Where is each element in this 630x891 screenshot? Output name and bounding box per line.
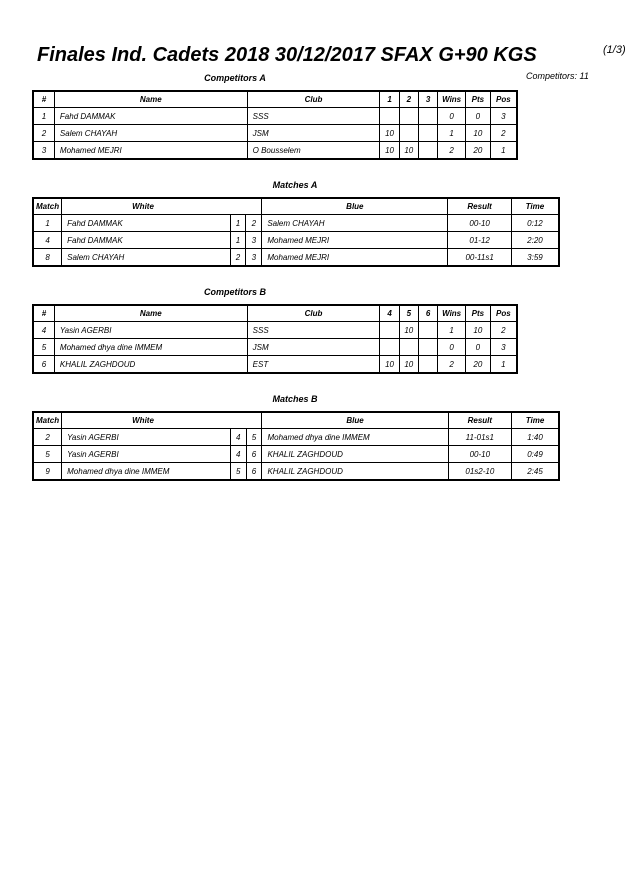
table-header-row <box>33 91 517 108</box>
col-blue: Blue <box>262 412 448 429</box>
match-result: 00-10 <box>448 446 511 463</box>
col-score-3: 3 <box>418 91 437 108</box>
col-club: Club <box>247 305 380 322</box>
white-number: 4 <box>230 429 246 446</box>
position-cell: 2 <box>490 322 517 339</box>
competitor-club: EST <box>247 356 380 374</box>
competitor-number: 2 <box>33 125 54 142</box>
competitor-club: SSS <box>247 108 380 125</box>
score-cell <box>418 322 437 339</box>
blue-number: 6 <box>246 463 262 481</box>
match-result: 00-10 <box>448 215 511 232</box>
competitor-name: Salem CHAYAH <box>54 125 247 142</box>
score-cell: 10 <box>380 356 399 374</box>
match-number: 1 <box>33 215 62 232</box>
white-number: 5 <box>230 463 246 481</box>
match-time: 0:49 <box>512 446 560 463</box>
white-competitor: Salem CHAYAH <box>62 249 230 267</box>
score-cell <box>418 108 437 125</box>
col-match: Match <box>33 198 62 215</box>
wins-cell: 1 <box>438 322 466 339</box>
wins-cell: 0 <box>438 339 466 356</box>
match-number: 8 <box>33 249 62 267</box>
blue-number: 6 <box>246 446 262 463</box>
table-header-row <box>33 305 517 322</box>
competitor-number: 3 <box>33 142 54 160</box>
col-pos: Pos <box>490 305 517 322</box>
wins-cell: 2 <box>438 356 466 374</box>
blue-number: 3 <box>246 232 262 249</box>
table-row <box>33 142 517 160</box>
position-cell: 3 <box>490 108 517 125</box>
white-number: 4 <box>230 446 246 463</box>
blue-number: 3 <box>246 249 262 267</box>
table-row <box>33 215 559 232</box>
table-row <box>33 249 559 267</box>
page-title: Finales Ind. Cadets 2018 30/12/2017 SFAX G+90 KGS <box>37 44 537 66</box>
col-name: Name <box>54 305 247 322</box>
match-number: 5 <box>33 446 62 463</box>
position-cell: 1 <box>490 356 517 374</box>
table-row <box>33 232 559 249</box>
competitors-count: Competitors: 11 <box>526 71 589 81</box>
table-row <box>33 339 517 356</box>
white-competitor: Fahd DAMMAK <box>62 232 230 249</box>
match-time: 3:59 <box>511 249 559 267</box>
white-number: 1 <box>230 215 246 232</box>
competitor-club: JSM <box>247 339 380 356</box>
white-competitor: Yasin AGERBI <box>62 429 231 446</box>
matches-a-title: Matches A <box>272 180 318 190</box>
match-result: 01-12 <box>448 232 511 249</box>
match-result: 01s2-10 <box>448 463 511 481</box>
score-cell <box>380 108 399 125</box>
position-cell: 1 <box>490 142 517 160</box>
blue-competitor: Mohamed dhya dine IMMEM <box>262 429 448 446</box>
competitor-name: KHALIL ZAGHDOUD <box>54 356 247 374</box>
col-num: # <box>33 91 54 108</box>
competitor-club: O Bousselem <box>247 142 380 160</box>
table-row <box>33 356 517 374</box>
blue-number: 5 <box>246 429 262 446</box>
col-pts: Pts <box>466 91 491 108</box>
match-result: 11-01s1 <box>448 429 511 446</box>
score-cell <box>380 339 399 356</box>
col-score-6: 6 <box>418 305 437 322</box>
match-time: 1:40 <box>512 429 560 446</box>
table-row <box>33 322 517 339</box>
col-num: # <box>33 305 54 322</box>
wins-cell: 2 <box>438 142 466 160</box>
competitor-number: 5 <box>33 339 54 356</box>
score-cell <box>399 108 418 125</box>
col-white: White <box>62 412 262 429</box>
table-row <box>33 108 517 125</box>
blue-competitor: Mohamed MEJRI <box>262 249 448 267</box>
col-result: Result <box>448 198 511 215</box>
table-row <box>33 446 559 463</box>
white-competitor: Fahd DAMMAK <box>62 215 230 232</box>
white-number: 2 <box>230 249 246 267</box>
competitor-club: SSS <box>247 322 380 339</box>
col-score-2: 2 <box>399 91 418 108</box>
competitor-name: Mohamed dhya dine IMMEM <box>54 339 247 356</box>
page-number: (1/3) <box>603 44 626 56</box>
competitors-b-title: Competitors B <box>203 287 266 297</box>
competitors-a-table <box>32 90 518 160</box>
col-score-5: 5 <box>399 305 418 322</box>
match-number: 4 <box>33 232 62 249</box>
white-number: 1 <box>230 232 246 249</box>
white-competitor: Mohamed dhya dine IMMEM <box>62 463 231 481</box>
score-cell: 10 <box>380 125 399 142</box>
position-cell: 2 <box>490 125 517 142</box>
col-score-1: 1 <box>380 91 399 108</box>
col-wins: Wins <box>438 91 466 108</box>
score-cell <box>380 322 399 339</box>
col-pos: Pos <box>490 91 517 108</box>
col-result: Result <box>448 412 511 429</box>
match-time: 2:45 <box>512 463 560 481</box>
match-number: 2 <box>33 429 62 446</box>
points-cell: 20 <box>466 142 491 160</box>
blue-competitor: Salem CHAYAH <box>262 215 448 232</box>
match-time: 0:12 <box>511 215 559 232</box>
points-cell: 10 <box>466 125 491 142</box>
points-cell: 10 <box>466 322 491 339</box>
table-row <box>33 429 559 446</box>
position-cell: 3 <box>490 339 517 356</box>
score-cell <box>418 339 437 356</box>
col-wins: Wins <box>438 305 466 322</box>
white-competitor: Yasin AGERBI <box>62 446 231 463</box>
col-match: Match <box>33 412 62 429</box>
points-cell: 0 <box>466 339 491 356</box>
competitor-name: Yasin AGERBI <box>54 322 247 339</box>
blue-competitor: Mohamed MEJRI <box>262 232 448 249</box>
table-header-row <box>33 198 559 215</box>
competitor-number: 4 <box>33 322 54 339</box>
competitors-a-title: Competitors A <box>204 73 266 83</box>
points-cell: 0 <box>466 108 491 125</box>
score-cell: 10 <box>380 142 399 160</box>
score-cell <box>399 339 418 356</box>
score-cell <box>418 142 437 160</box>
competitor-number: 6 <box>33 356 54 374</box>
table-row <box>33 463 559 481</box>
score-cell <box>418 356 437 374</box>
blue-competitor: KHALIL ZAGHDOUD <box>262 463 448 481</box>
col-pts: Pts <box>466 305 491 322</box>
col-time: Time <box>512 412 560 429</box>
score-cell: 10 <box>399 356 418 374</box>
table-row <box>33 125 517 142</box>
score-cell <box>418 125 437 142</box>
wins-cell: 1 <box>438 125 466 142</box>
matches-b-title: Matches B <box>272 394 318 404</box>
col-club: Club <box>247 91 380 108</box>
blue-competitor: KHALIL ZAGHDOUD <box>262 446 448 463</box>
table-header-row <box>33 412 559 429</box>
wins-cell: 0 <box>438 108 466 125</box>
match-number: 9 <box>33 463 62 481</box>
competitor-club: JSM <box>247 125 380 142</box>
score-cell <box>399 125 418 142</box>
score-cell: 10 <box>399 142 418 160</box>
col-white: White <box>62 198 262 215</box>
matches-a-table <box>32 197 560 267</box>
points-cell: 20 <box>466 356 491 374</box>
competitor-name: Fahd DAMMAK <box>54 108 247 125</box>
matches-b-table <box>32 411 560 481</box>
blue-number: 2 <box>246 215 262 232</box>
col-time: Time <box>511 198 559 215</box>
score-cell: 10 <box>399 322 418 339</box>
col-name: Name <box>54 91 247 108</box>
col-score-4: 4 <box>380 305 399 322</box>
match-result: 00-11s1 <box>448 249 511 267</box>
competitors-b-table <box>32 304 518 374</box>
competitor-name: Mohamed MEJRI <box>54 142 247 160</box>
competitor-number: 1 <box>33 108 54 125</box>
col-blue: Blue <box>262 198 448 215</box>
match-time: 2:20 <box>511 232 559 249</box>
